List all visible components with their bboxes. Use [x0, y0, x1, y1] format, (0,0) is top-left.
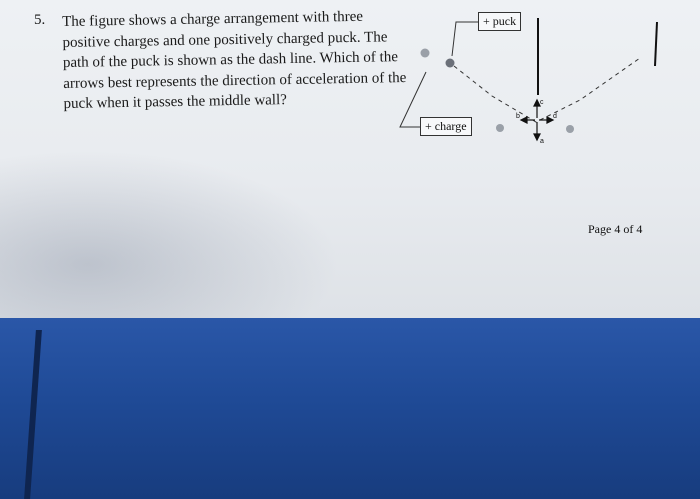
direction-arrows: [521, 100, 553, 140]
puck-label: + puck: [478, 12, 521, 31]
right-wall: [655, 22, 657, 66]
charge-label: + charge: [420, 117, 472, 136]
bottom-charge-right: [566, 125, 574, 133]
top-charge: [421, 49, 430, 58]
puck-path: [454, 58, 640, 122]
puck: [446, 59, 455, 68]
arrow-label-a: a: [540, 138, 544, 145]
table-surface: [0, 318, 700, 499]
arrow-label-b: b: [516, 113, 520, 120]
bottom-charge-left: [496, 124, 504, 132]
puck-leader: [452, 22, 478, 56]
arrow-label-d: d: [553, 113, 557, 120]
question-text: The figure shows a charge arrangement with three positive charges and one positively charged puck. The path of the puck is shown as the dash line. Which of the arrows best represents the direction of acceleration of the puck when it passes the middle wall?: [62, 8, 407, 112]
question-number: 5.: [34, 12, 46, 28]
page-number: Page 4 of 4: [588, 222, 643, 236]
arrow-label-c: c: [540, 99, 544, 106]
